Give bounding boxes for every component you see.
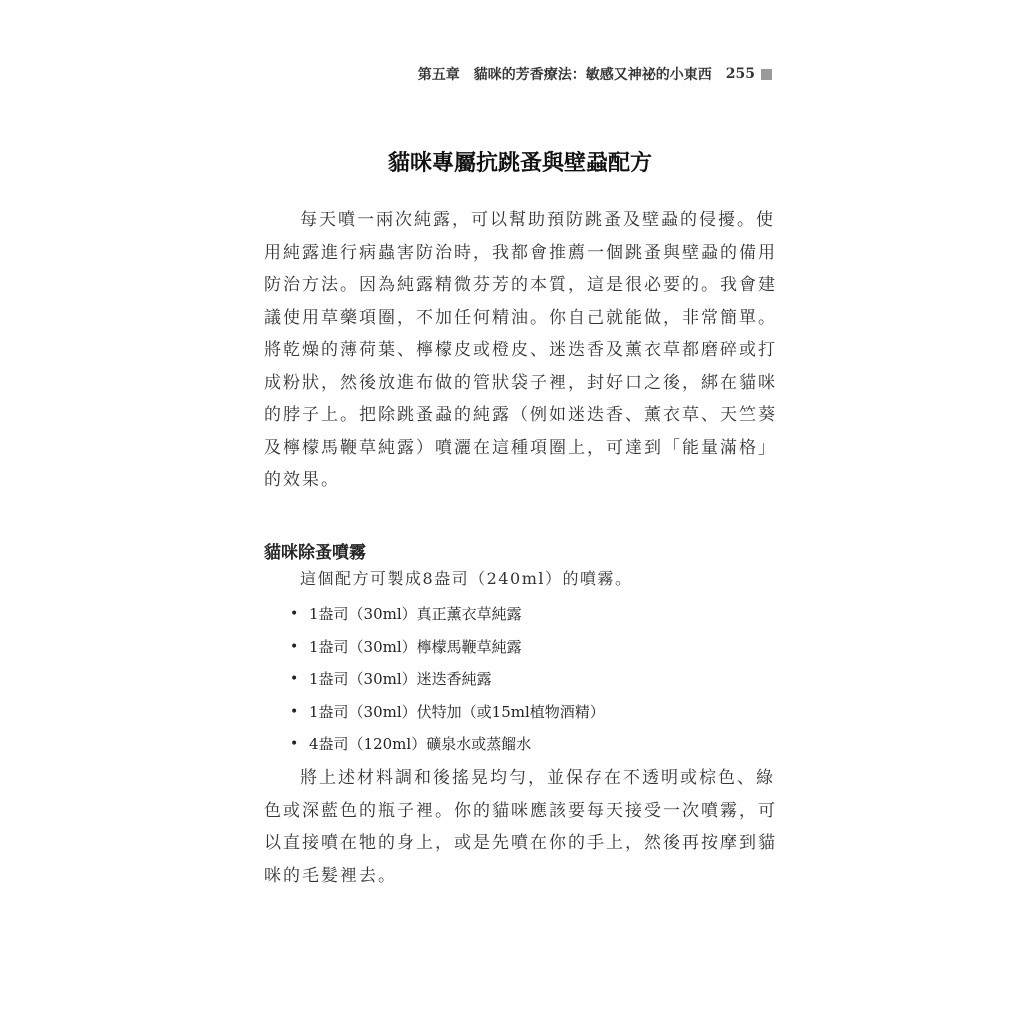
bullet-icon: • [290, 671, 299, 687]
bullet-icon: • [290, 638, 299, 655]
page-title: 貓咪專屬抗跳蚤與壁蝨配方 [387, 150, 652, 176]
page-number: 255 [725, 66, 755, 82]
recipe-yield: 這個配方可製成8盎司（240ml）的噴霧。 [300, 569, 633, 588]
list-item [290, 598, 605, 631]
instructions-text: 將上述材料調和後搖晃均勻，並保存在不透明或棕色、綠色或深藍色的瓶子裡。你的貓咪應該要每天接受一次噴霧，可以直接噴在牠的身上，或是先噴在你的手上，然後再按摩到貓咪的毛髮裡去。 [264, 768, 777, 886]
intro-paragraph [264, 204, 779, 497]
list-item [290, 696, 605, 729]
page-marker-square [761, 69, 772, 80]
ingredient-text: 1盎司（30ml）迷迭香純露 [309, 670, 492, 688]
bullet-icon: • [290, 703, 299, 720]
list-item [290, 631, 605, 664]
list-item [290, 728, 605, 761]
list-item [290, 663, 605, 696]
bullet-icon: • [290, 736, 299, 752]
chapter-title: 第五章 貓咪的芳香療法：敏感又神祕的小東西 [417, 67, 712, 83]
ingredient-text: 1盎司（30ml）檸檬馬鞭草純露 [309, 637, 522, 656]
ingredient-list [290, 598, 605, 761]
running-head [418, 64, 772, 84]
recipe-heading: 貓咪除蚤噴霧 [264, 543, 366, 563]
bullet-icon: • [290, 606, 299, 622]
ingredient-text: 4盎司（120ml）礦泉水或蒸餾水 [309, 735, 532, 753]
intro-text: 每天噴一兩次純露，可以幫助預防跳蚤及壁蝨的侵擾。使用純露進行病蟲害防治時，我都會推薦一個跳蚤與壁蝨的備用防治方法。因為純露精微芬芳的本質，這是很必要的。我會建議使用草藥項圈，不加任何精油。你自己就能做，非常簡單。將乾燥的薄荷葉、檸檬皮或橙皮、迷迭香及薰衣草都磨碎或打成粉狀，然後放進布做的管狀袋子裡，封好口之後，綁在貓咪的脖子上。把除跳蚤蝨的純露（例如迷迭香、薰衣草、天竺葵及檸檬馬鞭草純露）噴灑在這種項圈上，可達到「能量滿格」的效果。 [264, 210, 777, 490]
ingredient-text: 1盎司（30ml）真正薰衣草純露 [309, 605, 522, 623]
instructions-paragraph [264, 762, 779, 892]
ingredient-text: 1盎司（30ml）伏特加（或15ml植物酒精） [309, 702, 605, 721]
